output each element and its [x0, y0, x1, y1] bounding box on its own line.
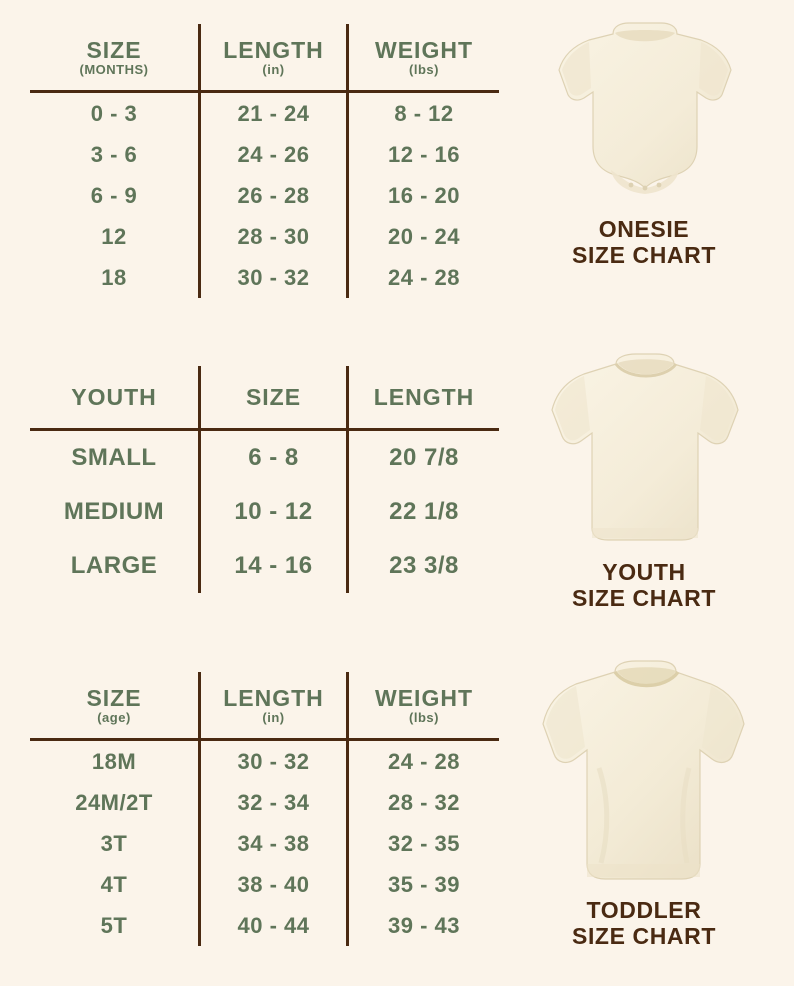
youth-table-wrap: [30, 366, 499, 593]
table-row: [30, 430, 499, 486]
cell-youth: LARGE: [70, 552, 158, 579]
cell-length: 30 - 32: [200, 740, 348, 783]
header-sub: (in): [262, 61, 285, 77]
cell-weight: 12 - 16: [348, 134, 500, 175]
cell-weight: 8 - 12: [348, 92, 500, 135]
cell-size: 6 - 8: [200, 430, 348, 486]
table-header-row: [30, 672, 499, 740]
table-row: [30, 864, 499, 905]
header-sub: (lbs): [409, 709, 439, 725]
cell-length: 40 - 44: [200, 905, 348, 946]
cell-size: 5T: [100, 912, 128, 938]
youth-tee-icon: [544, 352, 744, 548]
cell-weight: 24 - 28: [348, 257, 500, 298]
cell-length: 21 - 24: [200, 92, 348, 135]
cell-size: 4T: [100, 871, 128, 897]
toddler-tee-icon: [539, 658, 749, 886]
toddler-image-column: [524, 658, 764, 950]
cell-weight: 28 - 32: [348, 782, 500, 823]
onesie-chart-block: [30, 24, 499, 298]
table-row: [30, 539, 499, 593]
table-row: [30, 257, 499, 298]
header-main: LENGTH: [373, 383, 475, 410]
table-row: [30, 782, 499, 823]
header-sub: (MONTHS): [79, 61, 149, 77]
cell-length: 23 3/8: [348, 539, 500, 593]
table-row: [30, 823, 499, 864]
cell-length: 26 - 28: [200, 175, 348, 216]
header-cell-youth: [30, 366, 200, 430]
header-cell-length: [200, 24, 348, 92]
header-sub: (lbs): [409, 61, 439, 77]
youth-tee-illustration: [524, 352, 764, 553]
header-sub: (age): [97, 709, 131, 725]
youth-chart-block: [30, 366, 499, 593]
cell-length: 30 - 32: [200, 257, 348, 298]
youth-size-table: [30, 366, 499, 593]
cell-size: 24M/2T: [75, 789, 153, 815]
toddler-caption: [524, 897, 764, 950]
cell-size: 18: [101, 264, 127, 290]
header-main: LENGTH: [223, 684, 324, 711]
cell-weight: 35 - 39: [348, 864, 500, 905]
table-row: [30, 216, 499, 257]
table-header-row: [30, 24, 499, 92]
header-cell-size: [200, 366, 348, 430]
cell-youth: MEDIUM: [63, 498, 165, 525]
cell-length: 32 - 34: [200, 782, 348, 823]
cell-length: 20 7/8: [348, 430, 500, 486]
cell-length: 34 - 38: [200, 823, 348, 864]
header-main: SIZE: [245, 383, 302, 410]
onesie-size-table: [30, 24, 499, 298]
header-sub: (in): [262, 709, 285, 725]
caption-line-1: YOUTH: [602, 559, 686, 585]
cell-size: 10 - 12: [200, 485, 348, 539]
table-row: [30, 905, 499, 946]
toddler-tee-illustration: [524, 658, 764, 891]
cell-size: 6 - 9: [90, 182, 138, 208]
caption-line-1: ONESIE: [598, 216, 690, 242]
header-cell-length: [200, 672, 348, 740]
header-cell-weight: [348, 672, 500, 740]
header-cell-size: [30, 672, 200, 740]
onesie-illustration: [551, 20, 737, 210]
cell-size: 0 - 3: [90, 100, 138, 126]
caption-line-2: SIZE CHART: [572, 585, 716, 612]
toddler-chart-block: [30, 672, 499, 946]
header-cell-size: [30, 24, 200, 92]
table-row: [30, 740, 499, 783]
cell-size: 3 - 6: [90, 141, 138, 167]
caption-line-2: SIZE CHART: [572, 242, 716, 269]
header-main: LENGTH: [223, 36, 324, 63]
youth-image-column: [524, 352, 764, 612]
onesie-caption: [524, 216, 764, 269]
onesie-icon: [551, 20, 737, 210]
cell-size: 18M: [91, 748, 137, 774]
toddler-table-wrap: [30, 672, 499, 946]
header-main: SIZE: [86, 36, 142, 63]
cell-size: 14 - 16: [200, 539, 348, 593]
cell-size: 3T: [100, 830, 128, 856]
table-row: [30, 175, 499, 216]
caption-line-2: SIZE CHART: [572, 923, 716, 950]
header-main: WEIGHT: [375, 684, 473, 711]
cell-youth: SMALL: [71, 444, 157, 471]
caption-line-1: TODDLER: [586, 897, 702, 923]
onesie-image-column: [524, 20, 764, 269]
cell-weight: 16 - 20: [348, 175, 500, 216]
header-main: YOUTH: [71, 383, 157, 410]
youth-caption: [524, 559, 764, 612]
header-cell-weight: [348, 24, 500, 92]
cell-length: 22 1/8: [348, 485, 500, 539]
cell-weight: 24 - 28: [348, 740, 500, 783]
cell-length: 24 - 26: [200, 134, 348, 175]
toddler-size-table: [30, 672, 499, 946]
cell-length: 28 - 30: [200, 216, 348, 257]
onesie-table-wrap: [30, 24, 499, 298]
table-row: [30, 134, 499, 175]
cell-weight: 32 - 35: [348, 823, 500, 864]
table-header-row: [30, 366, 499, 430]
table-row: [30, 92, 499, 135]
cell-length: 38 - 40: [200, 864, 348, 905]
cell-weight: 39 - 43: [348, 905, 500, 946]
table-row: [30, 485, 499, 539]
header-cell-length: [348, 366, 500, 430]
header-main: SIZE: [86, 684, 142, 711]
cell-size: 12: [101, 223, 127, 249]
header-main: WEIGHT: [375, 36, 473, 63]
cell-weight: 20 - 24: [348, 216, 500, 257]
